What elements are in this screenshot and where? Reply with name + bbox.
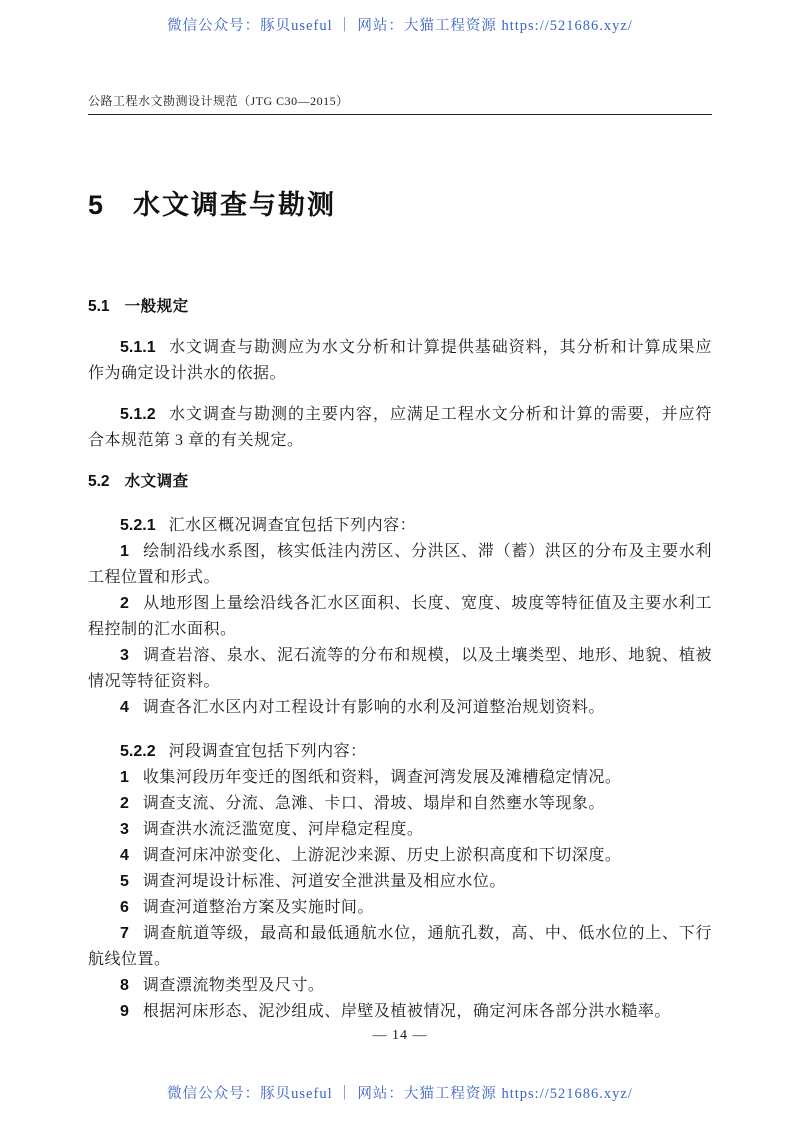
clause-5-2-2: [88, 739, 712, 765]
list-item: [88, 765, 712, 791]
clause-number: 5.1.1: [120, 339, 156, 356]
item-text: 调查支流、分流、急滩、卡口、滑坡、塌岸和自然壅水等现象。: [142, 795, 605, 812]
section-title: 水文调查: [124, 473, 189, 490]
item-number: 3: [120, 821, 129, 838]
item-text: 根据河床形态、泥沙组成、岸壁及植被情况，确定河床各部分洪水糙率。: [142, 1003, 671, 1020]
clause-5-2-1: [88, 513, 712, 539]
page-content: [88, 188, 712, 1025]
item-number: 7: [120, 925, 129, 942]
list-item: [88, 869, 712, 895]
item-text: 从地形图上量绘沿线各汇水区面积、长度、宽度、坡度等特征值及主要水利工程控制的汇水面积。: [88, 595, 712, 638]
list-item: [88, 791, 712, 817]
item-number: 3: [120, 647, 129, 664]
list-item: [88, 895, 712, 921]
item-number: 6: [120, 899, 129, 916]
list-item: [88, 591, 712, 643]
list-item: [88, 843, 712, 869]
item-text: 调查河床冲淤变化、上游泥沙来源、历史上淤积高度和下切深度。: [142, 847, 622, 864]
clause-number: 5.1.2: [120, 406, 156, 423]
item-number: 4: [120, 847, 129, 864]
chapter-heading: [88, 188, 712, 222]
header-rule: [88, 114, 712, 115]
list-item: [88, 999, 712, 1025]
item-text: 调查河道整治方案及实施时间。: [142, 899, 374, 916]
clause-number: 5.2.2: [120, 743, 156, 760]
clause-lead-text: 河段调查宜包括下列内容：: [168, 743, 367, 760]
section-title: 一般规定: [124, 298, 189, 315]
section-number: 5.2: [88, 473, 110, 490]
item-number: 5: [120, 873, 129, 890]
item-text: 调查各汇水区内对工程设计有影响的水利及河道整治规划资料。: [142, 699, 605, 716]
item-number: 9: [120, 1003, 129, 1020]
clause-text: 水文调查与勘测的主要内容，应满足工程水文分析和计算的需要，并应符合本规范第 3 章的有关规定。: [88, 406, 712, 449]
item-number: 1: [120, 769, 129, 786]
clause-text: 水文调查与勘测应为水文分析和计算提供基础资料，其分析和计算成果应作为确定设计洪水的依据。: [88, 339, 712, 382]
item-number: 1: [120, 543, 129, 560]
item-number: 2: [120, 595, 129, 612]
clause-number: 5.2.1: [120, 517, 156, 534]
watermark-top: 微信公众号：豚贝useful ｜ 网站：大猫工程资源 https://521686.xyz/: [167, 18, 633, 34]
item-number: 8: [120, 977, 129, 994]
item-text: 调查漂流物类型及尺寸。: [142, 977, 325, 994]
section-heading-5-2: [88, 469, 712, 495]
page-number: — 14 —: [372, 1028, 428, 1043]
chapter-title: 水文调查与勘测: [133, 190, 337, 220]
item-text: 调查航道等级，最高和最低通航水位，通航孔数，高、中、低水位的上、下行航线位置。: [88, 925, 712, 968]
item-text: 调查洪水流泛滥宽度、河岸稳定程度。: [142, 821, 424, 838]
watermark-bottom: 微信公众号：豚贝useful ｜ 网站：大猫工程资源 https://521686.xyz/: [167, 1086, 633, 1102]
list-item: [88, 973, 712, 999]
list-item: [88, 695, 712, 721]
list-item: [88, 817, 712, 843]
item-number: 2: [120, 795, 129, 812]
list-item: [88, 643, 712, 695]
section-heading-5-1: [88, 294, 712, 320]
item-text: 绘制沿线水系图，核实低洼内涝区、分洪区、滞（蓄）洪区的分布及主要水利工程位置和形式。: [88, 543, 712, 586]
clause-5-1-1: [88, 335, 712, 387]
item-text: 收集河段历年变迁的图纸和资料，调查河湾发展及滩槽稳定情况。: [142, 769, 622, 786]
clause-5-1-2: [88, 402, 712, 454]
running-header-title: 公路工程水文勘测设计规范（JTG C30—2015）: [88, 94, 349, 108]
section-number: 5.1: [88, 298, 110, 315]
item-text: 调查岩溶、泉水、泥石流等的分布和规模，以及土壤类型、地形、地貌、植被情况等特征资料。: [88, 647, 712, 690]
list-item: [88, 921, 712, 973]
list-item: [88, 539, 712, 591]
item-text: 调查河堤设计标准、河道安全泄洪量及相应水位。: [142, 873, 506, 890]
chapter-number: 5: [88, 190, 104, 220]
clause-lead-text: 汇水区概况调查宜包括下列内容：: [168, 517, 417, 534]
item-number: 4: [120, 699, 129, 716]
